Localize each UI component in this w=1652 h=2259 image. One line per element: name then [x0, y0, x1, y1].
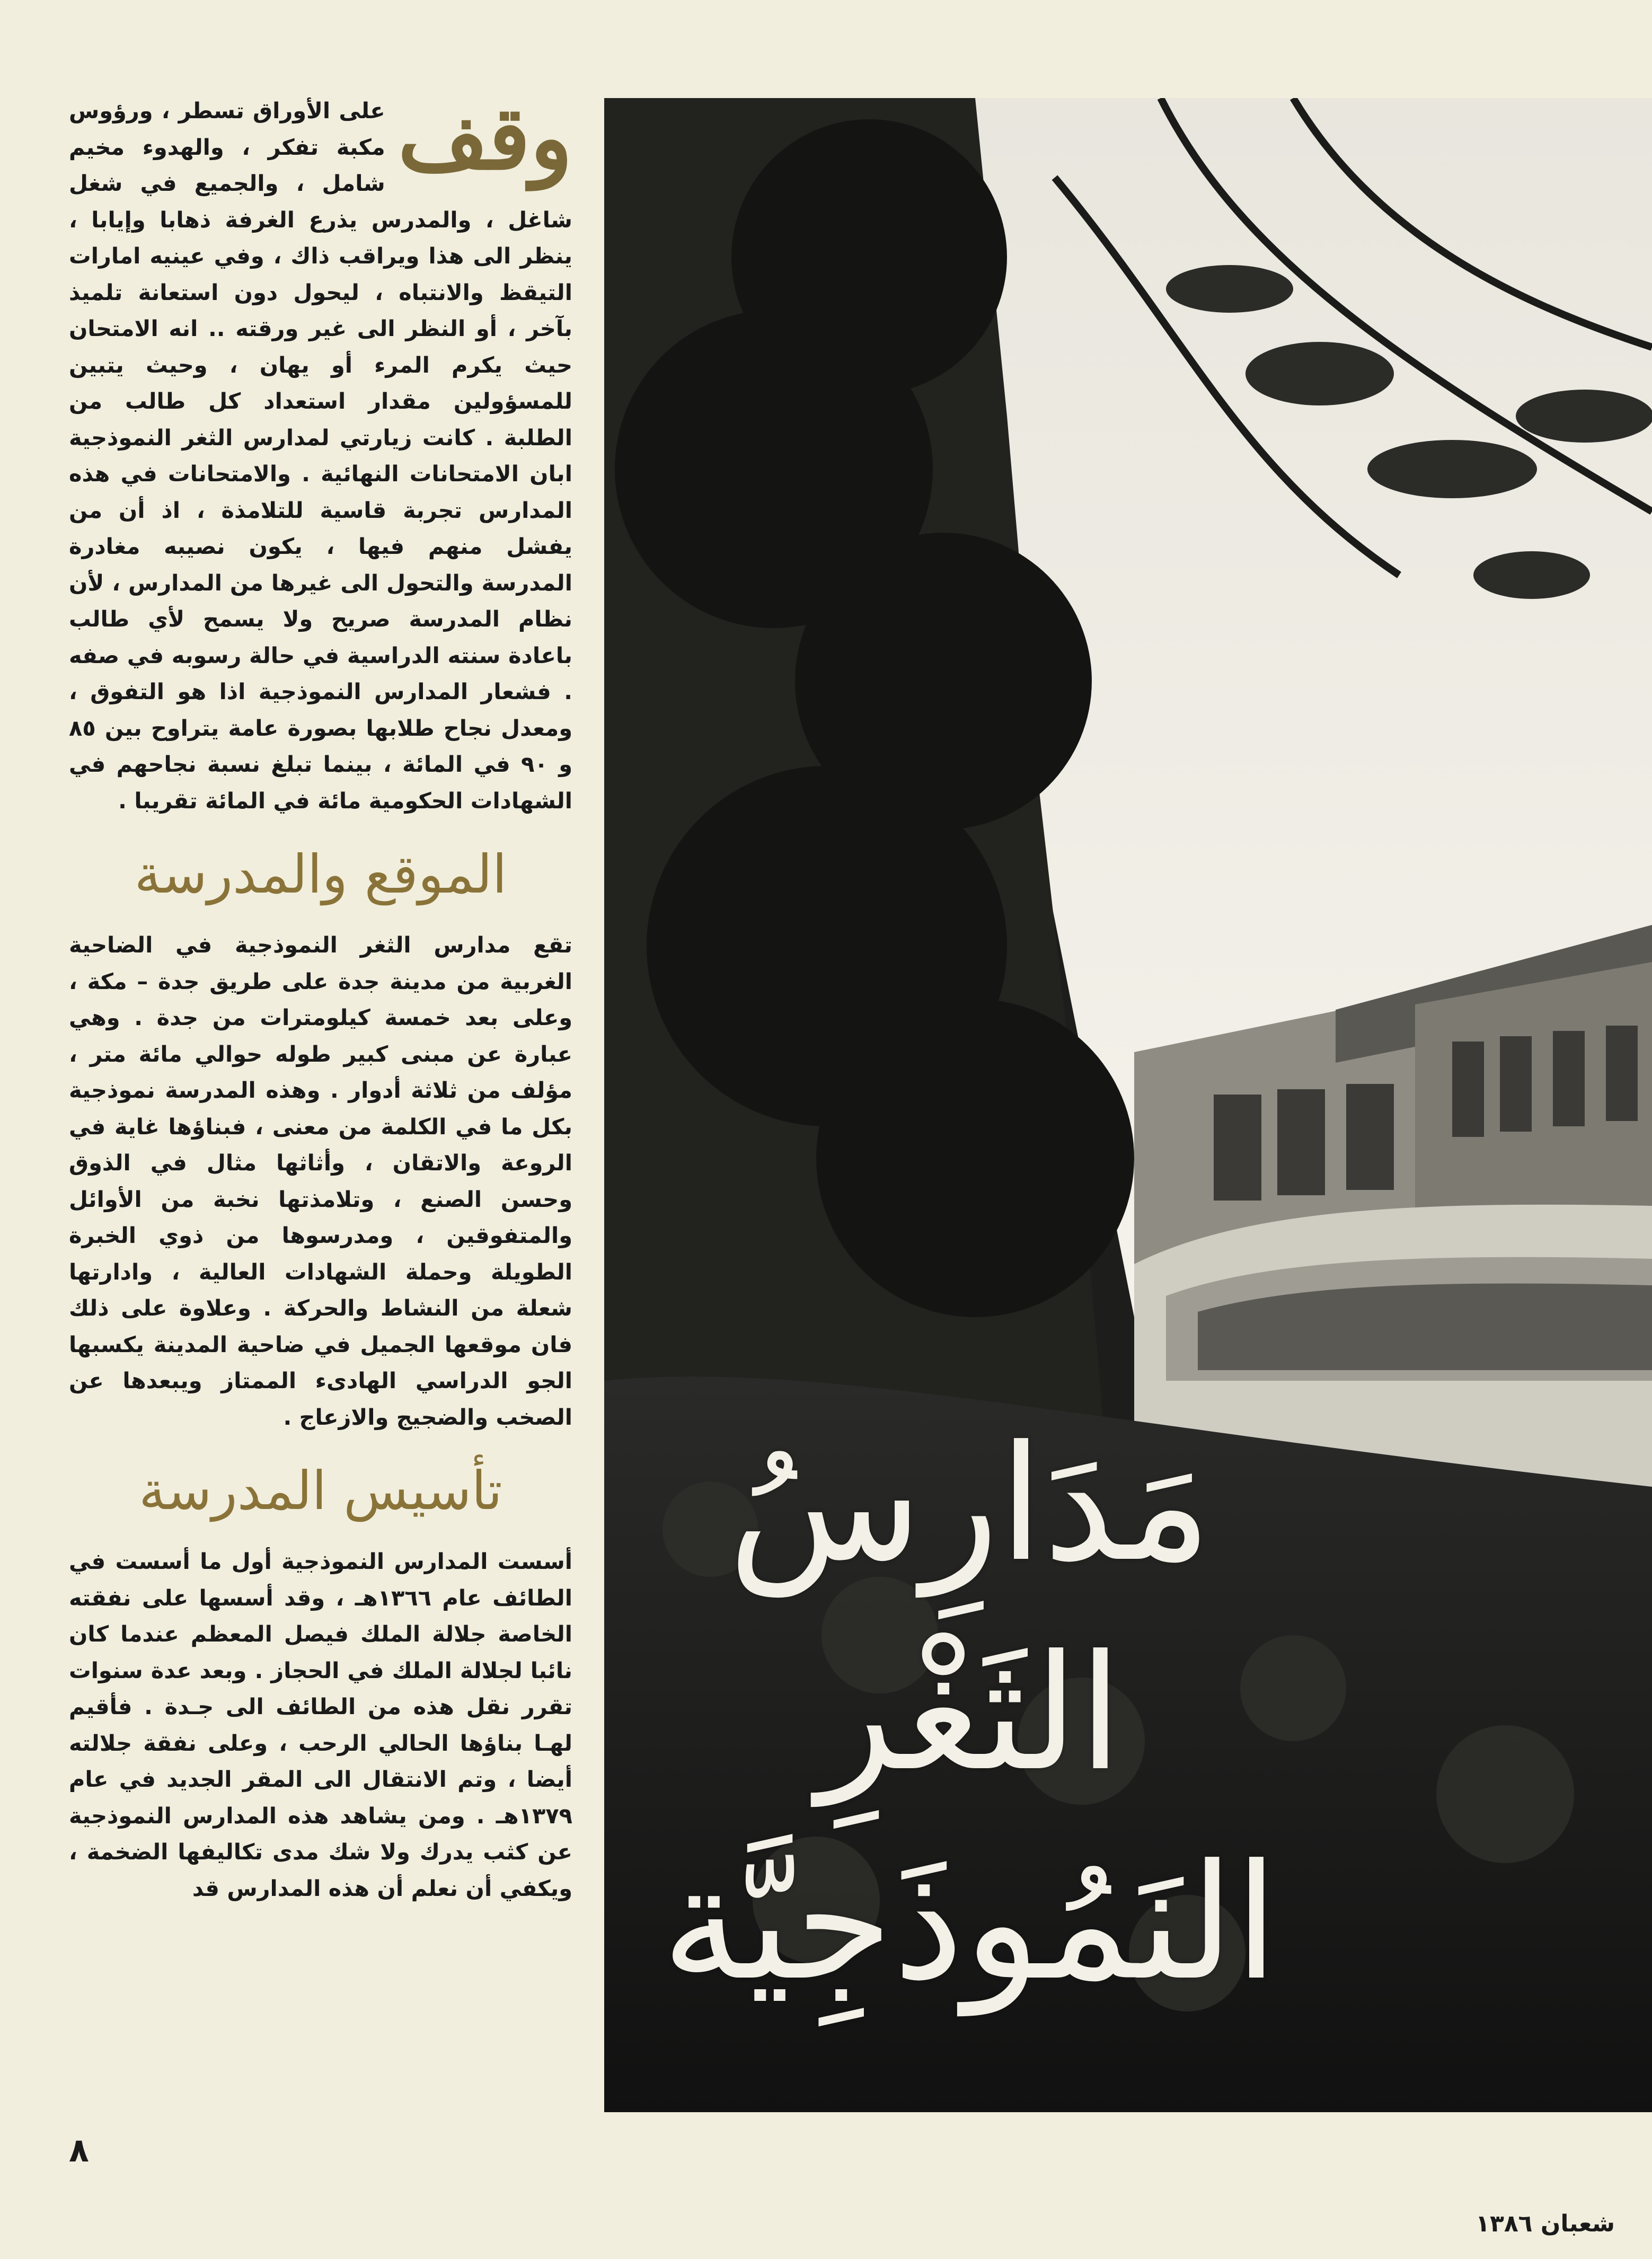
- article-intro: [69, 86, 572, 819]
- article-column: [69, 86, 572, 1907]
- section-heading-location: الموقع والمدرسة: [134, 843, 507, 905]
- intro-text: على الأوراق تسطر ، ورؤوس مكبة تفكر ، والهدوء مخيم شامل ، والجميع في شغل شاغل ، والمدرس يذرع الغرفة ذهابا وإيابا ، ينظر الى هذا ويراقب ذاك ، وفي عينيه امارات التيقظ والانتباه ، ليحول دون استعانة تلميذ بآخر ، أو النظر الى غير ورقته .. انه الامتحان حيث يكرم المرء أو يهان ، وحيث يتبين للمسؤولين مقدار استعداد كل طالب من الطلبة . كانت زيارتي لمدارس الثغر النموذجية ابان الامتحانات النهائية . والامتحانات في هذه المدارس تجربة قاسية للتلامذة ، اذ أن من يفشل منهم فيها ، يكون نصيبه مغادرة المدرسة والتحول الى غيرها من المدارس ، لأن نظام المدرسة صريح ولا يسمح لأي طالب باعادة سنته الدراسية في حالة رسوبه في صفه . فشعار المدارس النموذجية اذا هو التفوق ، ومعدل نجاح طلابها بصورة عامة يتراوح بين ٨٥ و ٩٠ في المائة ، بينما تبلغ نسبة نجاحهم في الشهادات الحكومية مائة في المائة تقريبا .: [69, 98, 572, 814]
- title-line-2: الثَغْرِ: [817, 1621, 1123, 1806]
- title-line-1: مَدَارِسُ: [728, 1411, 1212, 1596]
- title-line-3: النَمُوذَجِيَّة: [661, 1830, 1279, 2015]
- dropcap: وقف: [397, 86, 572, 189]
- section-body-location: تقع مدارس الثغر النموذجية في الضاحية الغربية من مدينة جدة على طريق جدة – مكة ، وعلى بعد خمسة كيلومترات من جدة . وهي عبارة عن مبنى كبير طوله حوالي مائة متر ، مؤلف من ثلاثة أدوار . وهذه المدرسة نموذجية بكل ما في الكلمة من معنى ، فبناؤها غاية في الروعة والاتقان ، وأثاثها مثال في الذوق وحسن الصنع ، وتلامذتها نخبة من الأوائل والمتفوقين ، ومدرسوها من ذوي الخبرة الطويلة وحملة الشهادات العالية ، وادارتها شعلة من النشاط والحركة . وعلاوة على ذلك فان موقعها الجميل في ضاحية المدينة يكسبها الجو الدراسي الهادىء الممتاز ويبعدها عن الصخب والضجيج والازعاج .: [69, 932, 572, 1430]
- article-title: [625, 1399, 1314, 2027]
- section-heading-founding: تأسيس المدرسة: [139, 1460, 502, 1522]
- page-number: ٨: [69, 2131, 89, 2169]
- issue-date: شعبان ١٣٨٦: [1476, 2210, 1615, 2237]
- section-body-founding: أسست المدارس النموذجية أول ما أسست في الطائف عام ١٣٦٦هـ ، وقد أسسها على نفقته الخاصة جلالة الملك فيصل المعظم عندما كان نائبا لجلالة الملك في الحجاز . وبعد عدة سنوات تقرر نقل هذه من الطائف الى جـدة . فأقيم لهـا بناؤها الحالي الرحب ، وعلى نفقة جلالته أيضا ، وتم الانتقال الى المقر الجديد في عام ١٣٧٩هـ . ومن يشاهد هذه المدارس النموذجية عن كثب يدرك ولا شك مدى تكاليفها الضخمة ، ويكفي أن نعلم أن هذه المدارس قد: [69, 1548, 572, 1901]
